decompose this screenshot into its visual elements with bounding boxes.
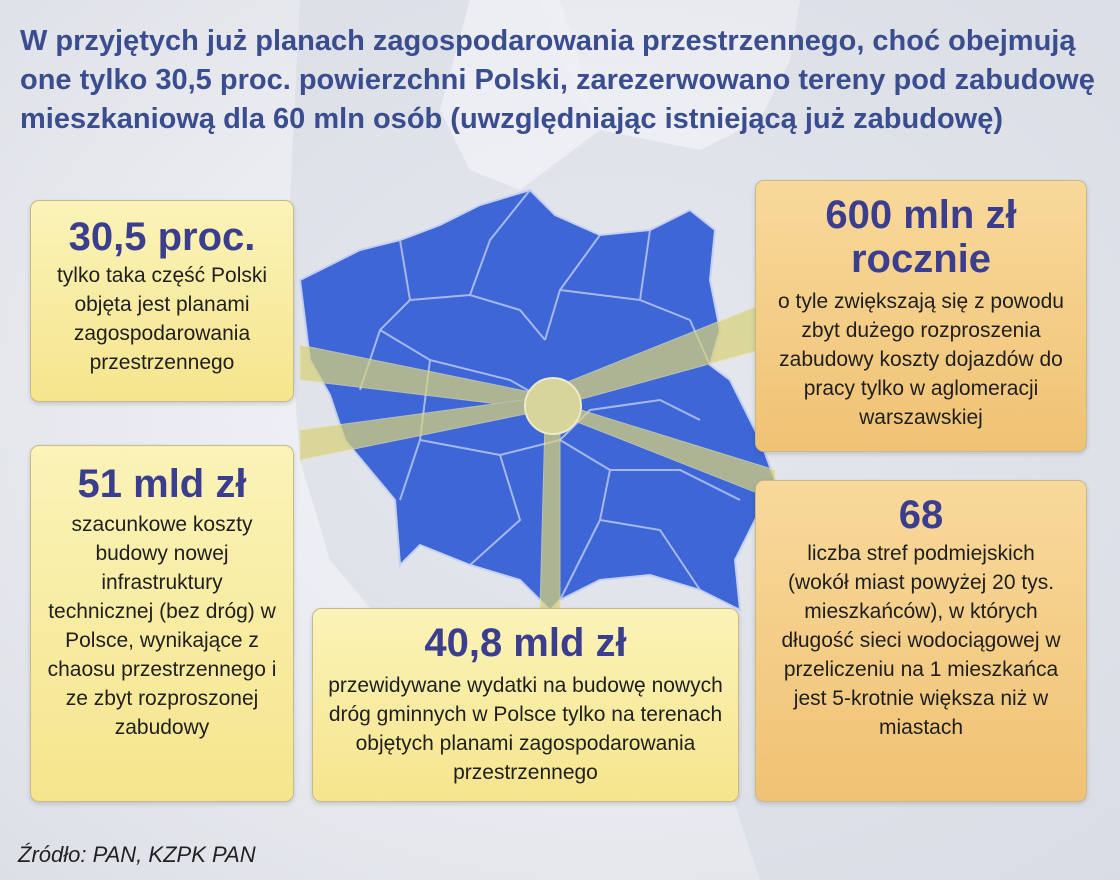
infrastructure-text: szacunkowe koszty budowy nowej infrastruktury technicznej (bez dróg) w Polsce, wynikające z chaosu przestrzennego i ze zbyt rozproszonej zabudowy: [47, 513, 277, 739]
zones-text: liczba stref podmiejskich (wokół miast powyżej 20 tys. mieszkańców), w których długość sieci wodociągowej w przeliczeniu na 1 mieszkańca jest 5-krotnie większa niż w miastach: [781, 542, 1061, 739]
commute-text: o tyle zwiększają się z powodu zbyt dużego rozproszenia zabudowy koszty dojazdów do pracy tylko w aglomeracji warszawskiej: [778, 290, 1064, 429]
coverage-box: [30, 200, 294, 402]
roads-value: 40,8 mld zł: [424, 621, 627, 665]
headline: W przyjętych już planach zagospodarowania przestrzennego, choć obejmują one tylko 30,5 proc. powierzchni Polski, zarezerwowano tereny pod zabudowę mieszkaniową dla 60 mln osób (uwzględniając istniejącą już zabudowę): [20, 25, 1095, 135]
commute-box: [755, 180, 1087, 452]
warsaw-hub: [525, 378, 581, 434]
zones-box: [755, 480, 1087, 802]
roads-box: [312, 608, 739, 802]
source-note: Źródło: PAN, KZPK PAN: [18, 842, 256, 867]
infrastructure-box: [30, 445, 294, 802]
commute-value: 600 mln zł rocznie: [825, 193, 1017, 281]
zones-value: 68: [898, 493, 944, 537]
roads-text: przewidywane wydatki na budowę nowych dróg gminnych w Polsce tylko na terenach objętych planami zagospodarowania przestrzennego: [328, 674, 723, 784]
infrastructure-value: 51 mld zł: [77, 462, 247, 506]
coverage-text: tylko taka część Polski objęta jest planami zagospodarowania przestrzennego: [56, 264, 268, 374]
coverage-value: 30,5 proc.: [68, 215, 256, 259]
